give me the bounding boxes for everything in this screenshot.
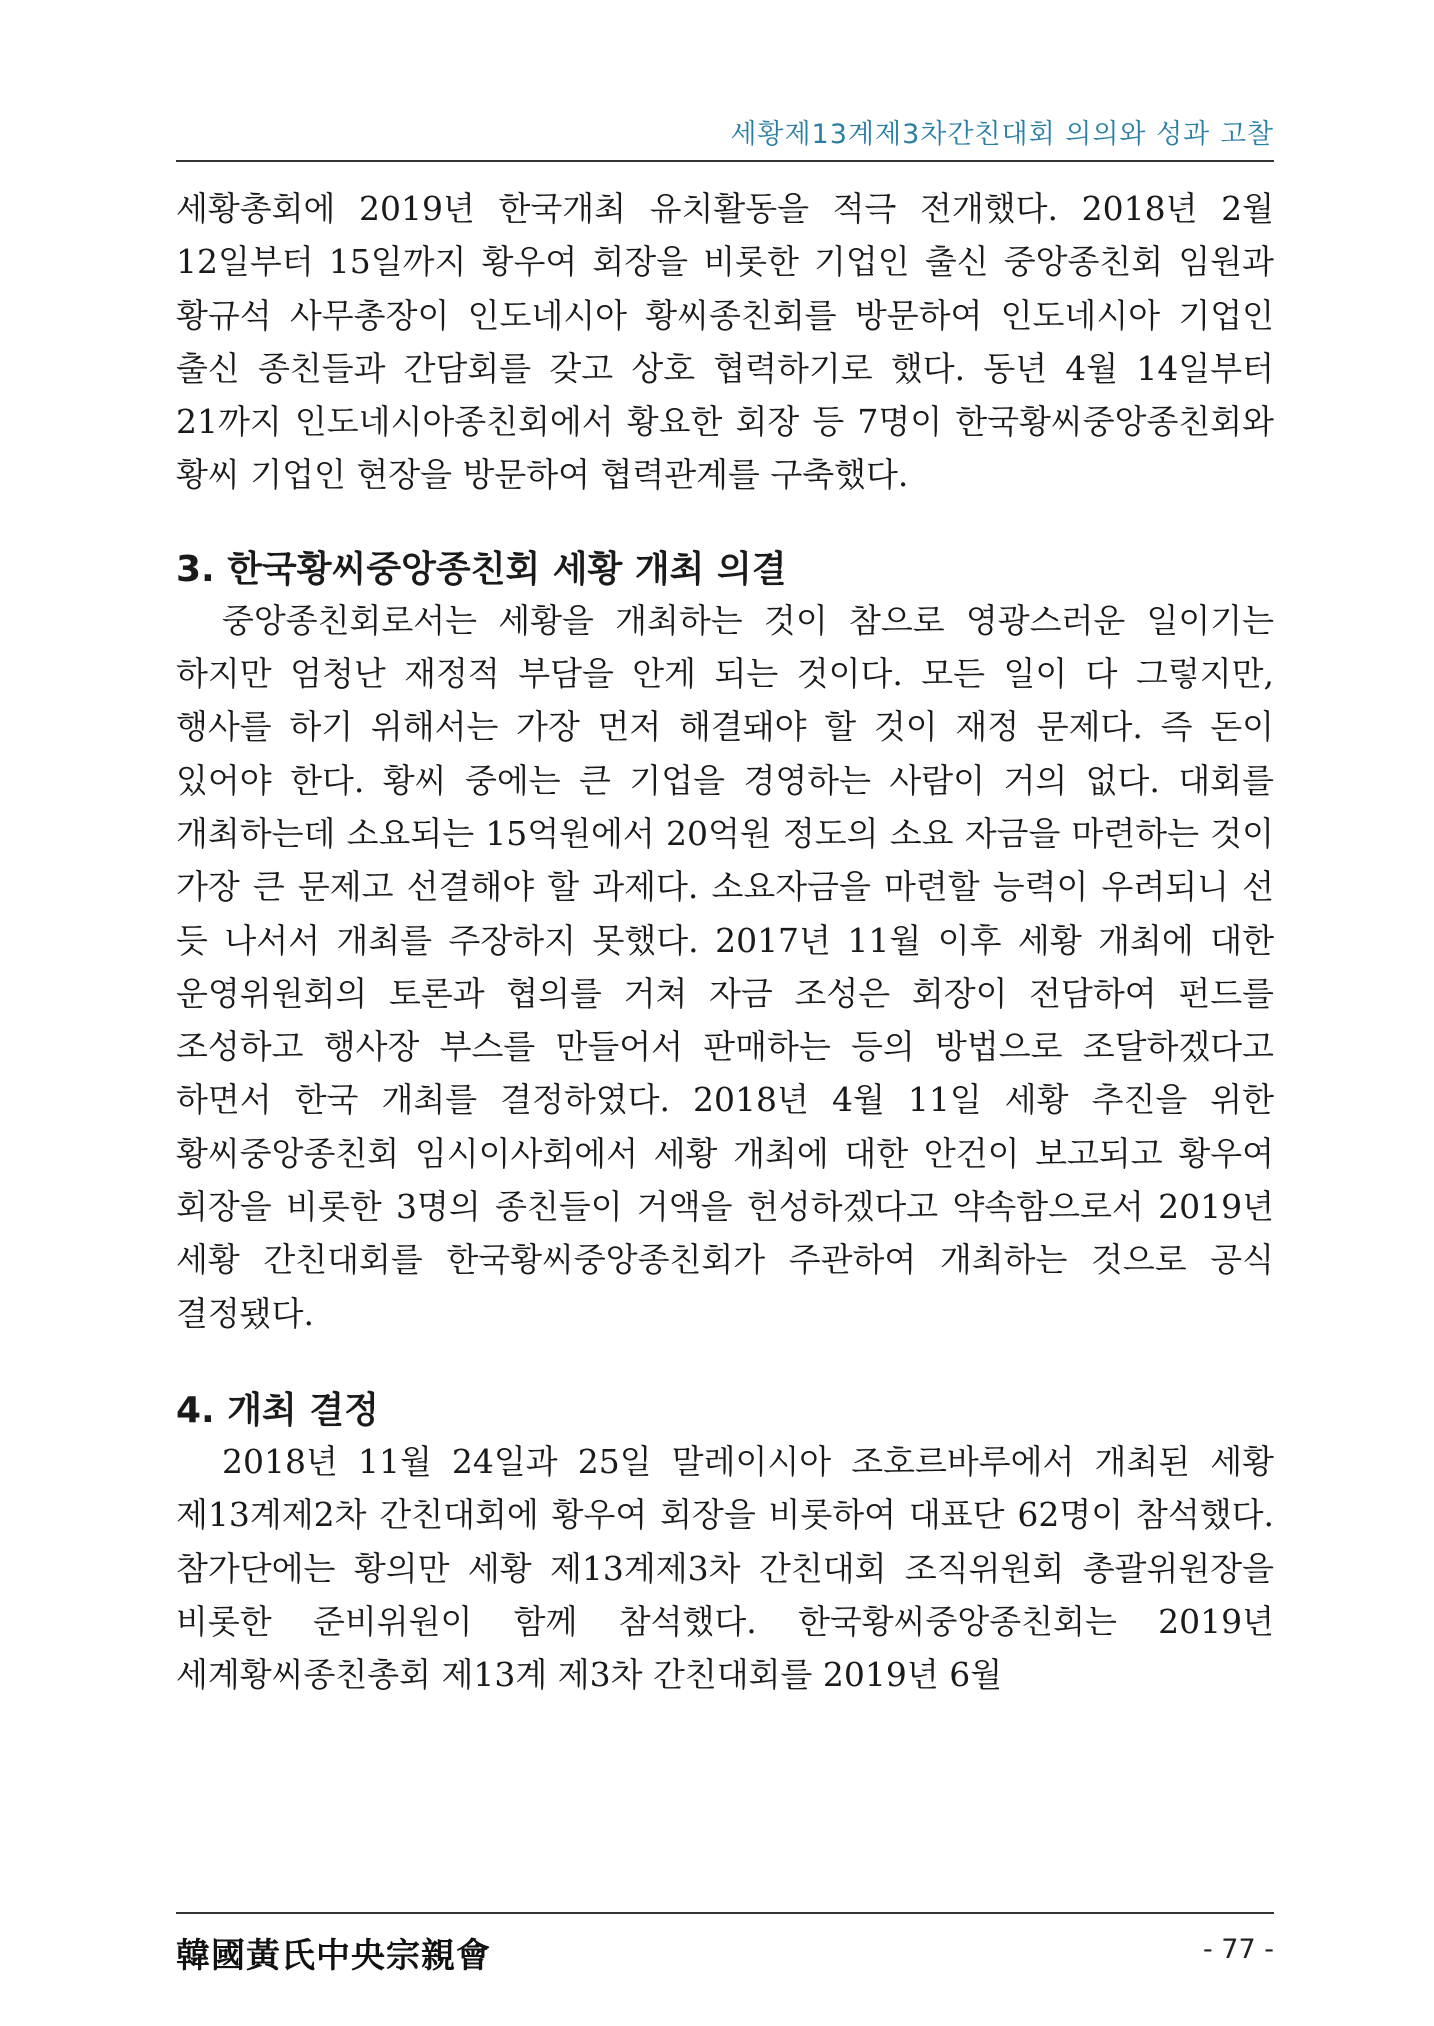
running-header-title: 세황제13계제3차간친대회 의의와 성과 고찰	[730, 119, 1274, 150]
footer-rule	[176, 1912, 1274, 1914]
section-4-heading: 4. 개최 결정	[176, 1389, 379, 1431]
page-content	[176, 182, 1274, 1701]
section-3-paragraph: 중앙종친회로서는 세황을 개최하는 것이 참으로 영광스러운 일이기는 하지만 엄청난 재정적 부담을 안게 되는 것이다. 모든 일이 다 그렇지만, 행사를 하기 위해서는 가장 먼저 해결돼야 할 것이 재정 문제다. 즉 돈이 있어야 한다. 황씨 중에는 큰 기업을 경영하는 사람이 거의 없다. 대회를 개최하는데 소요되는 15억원에서 20억원 정도의 소요 자금을 마련하는 것이 가장 큰 문제고 선결해야 할 과제다. 소요자금을 마련할 능력이 우려되니 선 듯 나서서 개최를 주장하지 못했다. 2017년 11월 이후 세황 개최에 대한 운영위원회의 토론과 협의를 거쳐 자금 조성은 회장이 전담하여 펀드를 조성하고 행사장 부스를 만들어서 판매하는 등의 방법으로 조달하겠다고 하면서 한국 개최를 결정하였다. 2018년 4월 11일 세황 추진을 위한 황씨중앙종친회 임시이사회에서 세황 개최에 대한 안건이 보고되고 황우여 회장을 비롯한 3명의 종친들이 거액을 헌성하겠다고 약속함으로서 2019년 세황 간친대회를 한국황씨중앙종친회가 주관하여 개최하는 것으로 공식 결정됐다.	[176, 600, 1274, 1333]
intro-paragraph: 세황총회에 2019년 한국개최 유치활동을 적극 전개했다. 2018년 2월 12일부터 15일까지 황우여 회장을 비롯한 기업인 출신 중앙종친회 임원과 황규석 사무총장이 인도네시아 황씨종친회를 방문하여 인도네시아 기업인 출신 종친들과 간담회를 갖고 상호 협력하기로 했다. 동년 4월 14일부터 21까지 인도네시아종친회에서 황요한 회장 등 7명이 한국황씨중앙종친회와 황씨 기업인 현장을 방문하여 협력관계를 구축했다.	[176, 189, 1274, 495]
section-spacer	[176, 502, 1274, 546]
section-3-heading: 3. 한국황씨중앙종친회 세황 개최 의결	[176, 548, 787, 590]
header-rule	[176, 160, 1274, 162]
section-spacer	[176, 1340, 1274, 1387]
organization-name: 韓國黃氏中央宗親會	[176, 1936, 491, 1976]
page-number: - 77 -	[1202, 1934, 1274, 1965]
section-4-paragraph: 2018년 11월 24일과 25일 말레이시아 조호르바루에서 개최된 세황 제13계제2차 간친대회에 황우여 회장을 비롯하여 대표단 62명이 참석했다. 참가단에는 황의만 세황 제13계제3차 간친대회 조직위원회 총괄위원장을 비롯한 준비위원이 함께 참석했다. 한국황씨중앙종친회는 2019년 세계황씨종친총회 제13계 제3차 간친대회를 2019년 6월	[176, 1441, 1274, 1695]
